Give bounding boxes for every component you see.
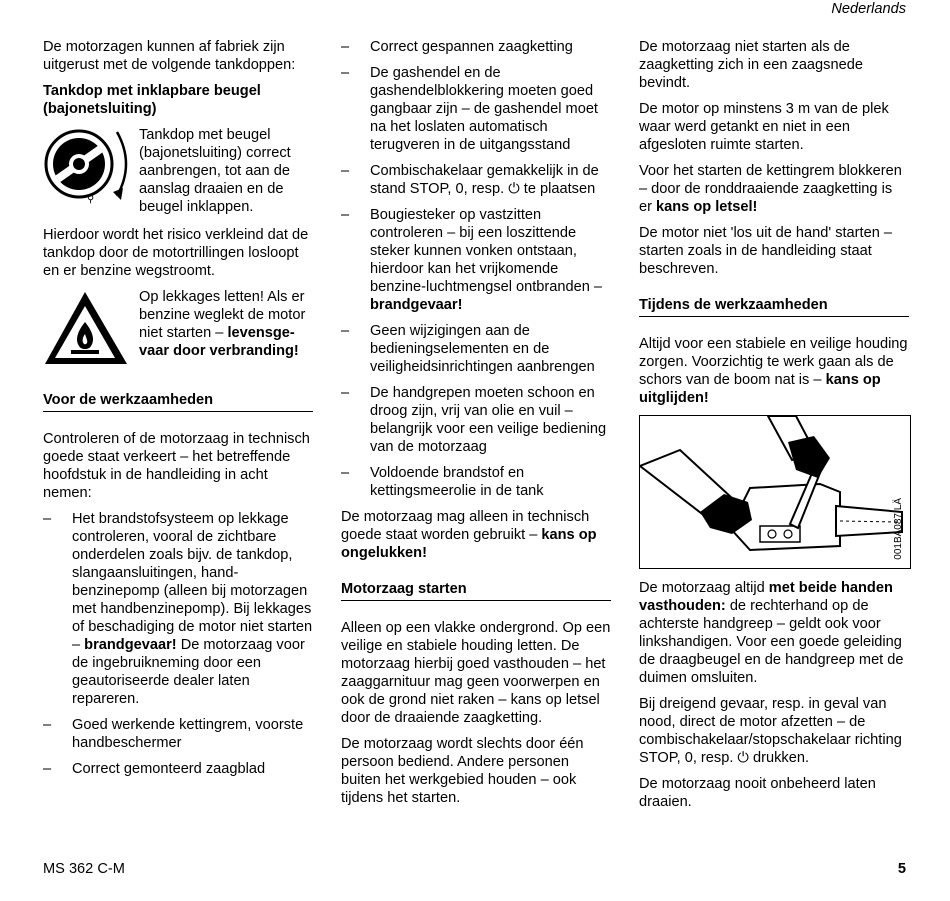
list-item: – Geen wijzigingen aan de bedieningselementen en de veiligheidsinrichtingen aanbrengen	[341, 323, 595, 375]
safe-condition-text: De motorzaag mag alleen in technisch goede staat worden gebruikt – kans op ongelukken!	[341, 509, 597, 561]
column-3	[639, 38, 909, 819]
tank-cap-figure-text: Tankdop met beugel (bajonetsluiting) correct aanbrengen, tot aan de aanslag draaien en de beugel inklappen.	[139, 127, 291, 215]
footer-model: MS 362 C-M	[43, 861, 125, 877]
page-number: 5	[897, 861, 906, 877]
intro-text: De motorzagen kunnen af fabriek zijn uitgerust met de volgende tankdoppen:	[43, 39, 296, 73]
list-item: – De gashendel en de gashendelblokkering moeten goed gangbaar zijn – de gashendel moet na het loslaten automatisch terugveren in de uitgangsstand	[341, 65, 598, 153]
svg-text:⚲: ⚲	[87, 194, 95, 205]
warning-figure-row	[43, 288, 313, 373]
list-item: – Correct gespannen zaagketting	[341, 39, 573, 55]
tank-cap-figure-row	[43, 126, 313, 216]
paragraph: Voor het starten de kettingrem blokkeren – door de ronddraaiende zaagketting is er kans op letsel!	[639, 163, 902, 215]
column-2	[341, 38, 611, 815]
section-heading-during-work: Tijdens de werkzaamheden	[639, 296, 909, 317]
list-item: – Voldoende brandstof en kettingsmeerolie in de tank	[341, 465, 544, 499]
paragraph: De motor niet 'los uit de hand' starten – starten zoals in de handleiding staat beschreven.	[639, 225, 892, 277]
paragraph: De motorzaag altijd met beide handen vasthouden: de rechterhand op de achterste handgreep – geldt ook voor linkshandigen. Voor een goede geleiding de draagbeugel en de handgreep met de duimen omsluiten.	[639, 580, 904, 686]
chainsaw-illustration	[639, 415, 911, 569]
figure-code: 001BA087 LÄ	[893, 498, 904, 560]
start-text: Alleen op een vlakke ondergrond. Op een veilige en stabiele houding letten. De motorzaag hierbij goed vasthouden – het zaaggarnituur mag geen voorwerpen en ook de grond niet raken – kans op letsel door de draaiende zaagketting.	[341, 620, 611, 726]
risk-text: Hierdoor wordt het risico verkleind dat de tankdop door de motortrillingen losloopt en er benzine wegstroomt.	[43, 227, 309, 279]
list-item: – Combischakelaar gemakkelijk in de stand STOP, 0, resp. ⏻ te plaatsen	[341, 163, 599, 197]
paragraph: De motorzaag nooit onbeheerd laten draaien.	[639, 776, 876, 810]
list-item: – Goed werkende kettingrem, voorste handbeschermer	[43, 717, 304, 751]
paragraph: De motorzaag niet starten als de zaagketting zich in een zaagsnede bevindt.	[639, 39, 863, 91]
list-item: – Correct gemonteerd zaagblad	[43, 761, 266, 777]
paragraph: Bij dreigend gevaar, resp. in geval van nood, direct de motor afzetten – de combischakelaar/stopschakelaar richting STOP, 0, resp. ⏻ drukken.	[639, 696, 902, 766]
list-item: – Het brandstofsysteem op lekkage controleren, vooral de zichtbare onderdelen zoals bijv. de tankdop, slangaansluitingen, handbenzinepomp (alleen bij motorzagen met handbenzinepomp). Bij lekkages of beschadiging de motor niet starten – brandgevaar! De motorzaag voor de ingebruikneming door een geautoriseerde dealer laten repareren.	[43, 511, 313, 707]
warning-text: Op lekkages letten! Als er benzine weglekt de motor niet starten – levensgevaar door verbranding!	[139, 289, 306, 359]
paragraph: De motor op minstens 3 m van de plek waar werd getankt en niet in een afgesloten ruimte starten.	[639, 101, 889, 153]
section-heading-before-work: Voor de werkzaamheden	[43, 391, 313, 412]
list-item: – De handgrepen moeten schoon en droog zijn, vrij van olie en vuil – belangrijk voor een veilige bediening van de motorzaag	[341, 385, 607, 455]
column-1	[43, 38, 313, 786]
section-heading-starting: Motorzaag starten	[341, 580, 611, 601]
list-item: – Bougiesteker op vastzitten controleren – bij een loszittende steker kunnen vonken ontstaan, hierdoor kan het vrijkomende benzine-luchtmengsel ontbranden – brandgevaar!	[341, 207, 603, 313]
paragraph: Altijd voor een stabiele en veilige houding zorgen. Voorzichtig te werk gaan als de schors van de boom nat is – kans op uitglijden!	[639, 336, 908, 406]
tank-cap-heading: Tankdop met inklapbare beugel (bajonetsluiting)	[43, 83, 261, 117]
tank-cap-icon	[43, 126, 139, 216]
operator-text: De motorzaag wordt slechts door één persoon bediend. Andere personen buiten het werkgebied houden – ook tijdens het starten.	[341, 736, 584, 806]
check-text: Controleren of de motorzaag in technisch goede staat verkeert – het betreffende hoofdstuk in de handleiding in acht nemen:	[43, 431, 310, 501]
fire-warning-icon	[43, 288, 139, 373]
language-label: Nederlands	[831, 1, 906, 17]
